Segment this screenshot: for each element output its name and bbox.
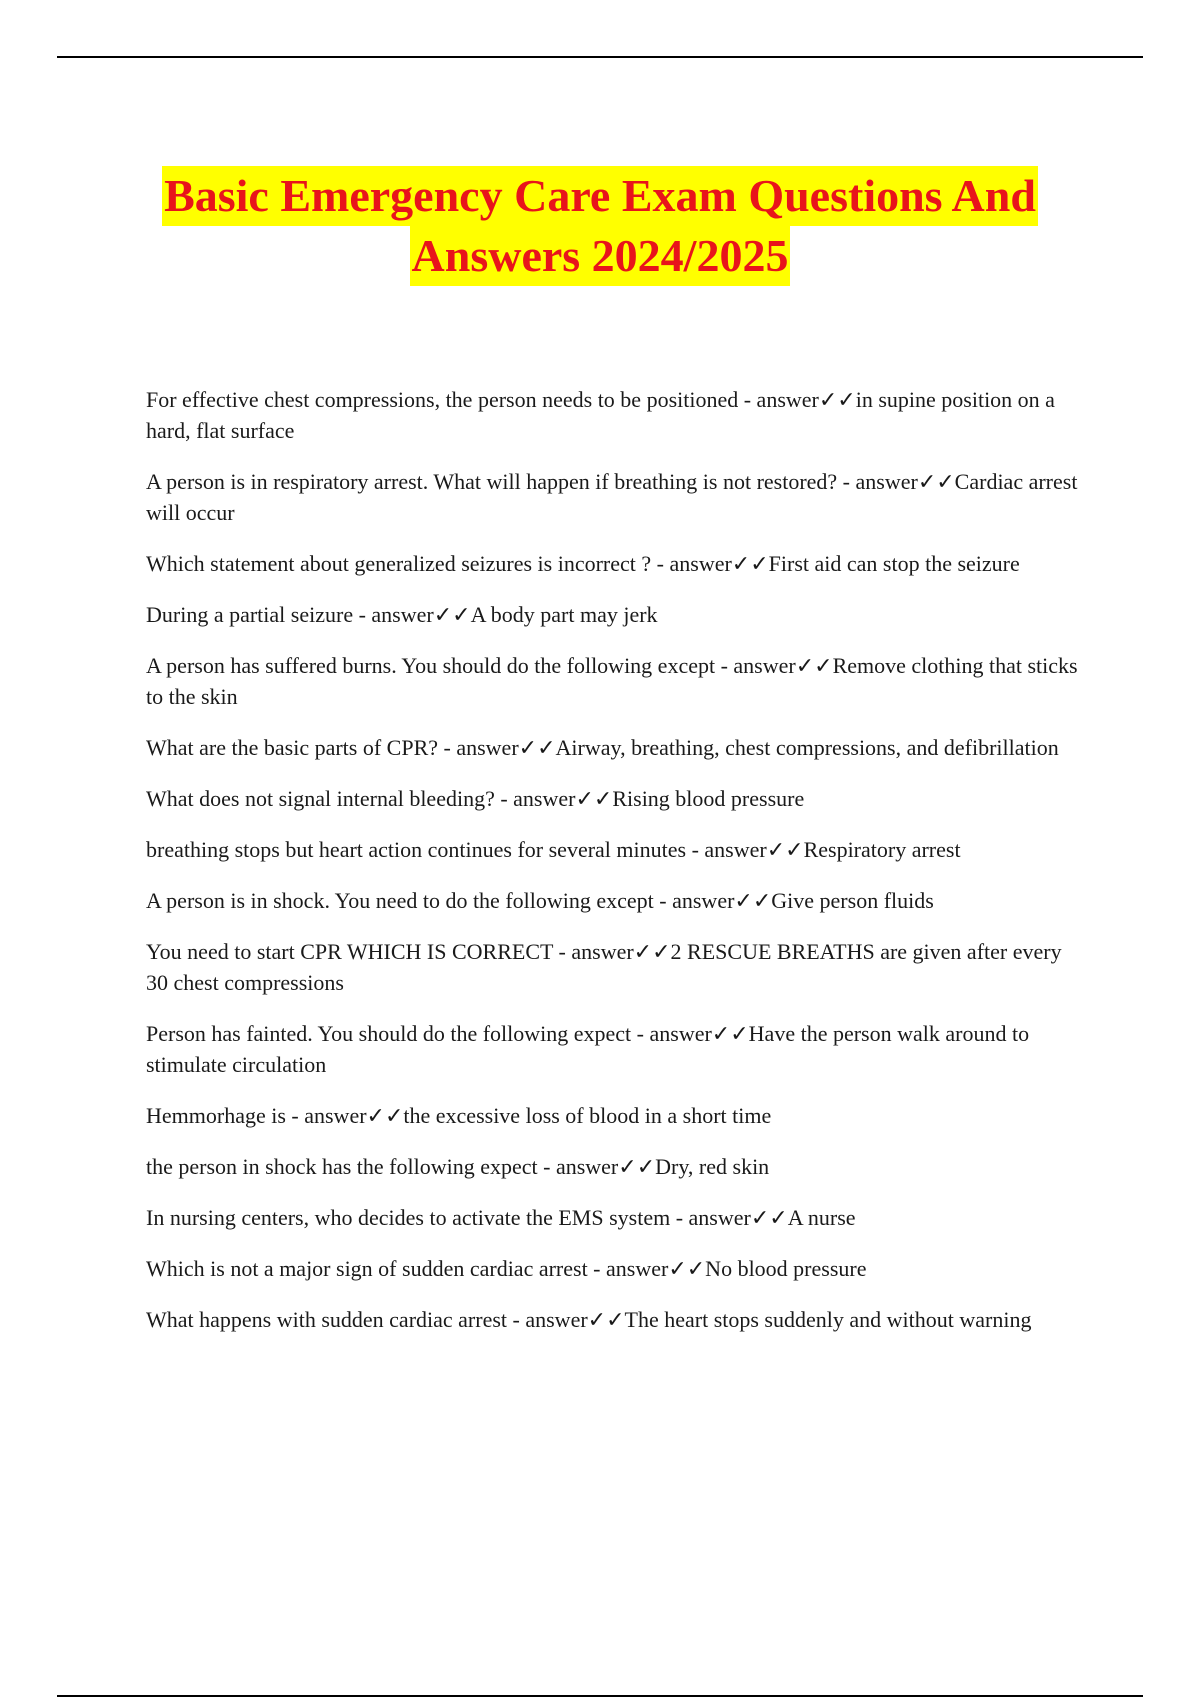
qa-item: A person has suffered burns. You should do the following except - answer✓✓Remove clothing that sticks to the skin [146,653,1078,709]
qa-item: For effective chest compressions, the person needs to be positioned - answer✓✓in supine position on a hard, flat surface [146,387,1055,443]
qa-item: You need to start CPR WHICH IS CORRECT - answer✓✓2 RESCUE BREATHS are given after every 30 chest compressions [146,939,1062,995]
qa-item: What happens with sudden cardiac arrest - answer✓✓The heart stops suddenly and without warning [146,1307,1032,1332]
qa-item: A person is in shock. You need to do the following except - answer✓✓Give person fluids [146,888,934,913]
qa-item: Hemmorhage is - answer✓✓the excessive loss of blood in a short time [146,1103,772,1128]
qa-item: What are the basic parts of CPR? - answer✓✓Airway, breathing, chest compressions, and defibrillation [146,735,1059,760]
qa-list [146,384,1086,1355]
qa-item: Which is not a major sign of sudden cardiac arrest - answer✓✓No blood pressure [146,1256,867,1281]
title-line-1: Basic Emergency Care Exam Questions And [162,166,1038,226]
qa-item: breathing stops but heart action continues for several minutes - answer✓✓Respiratory arrest [146,837,961,862]
qa-item: Person has fainted. You should do the following expect - answer✓✓Have the person walk around to stimulate circulation [146,1021,1030,1077]
qa-item: Which statement about generalized seizures is incorrect ? - answer✓✓First aid can stop the seizure [146,551,1020,576]
document-title [100,166,1100,286]
qa-item: What does not signal internal bleeding? - answer✓✓Rising blood pressure [146,786,805,811]
qa-item: In nursing centers, who decides to activate the EMS system - answer✓✓A nurse [146,1205,856,1230]
title-line-2: Answers 2024/2025 [410,226,791,286]
bottom-rule [57,1695,1143,1697]
qa-item: A person is in respiratory arrest. What will happen if breathing is not restored? - answer✓✓Cardiac arrest will occur [146,469,1078,525]
qa-item: the person in shock has the following expect - answer✓✓Dry, red skin [146,1154,770,1179]
top-rule [57,56,1143,58]
qa-item: During a partial seizure - answer✓✓A body part may jerk [146,602,658,627]
